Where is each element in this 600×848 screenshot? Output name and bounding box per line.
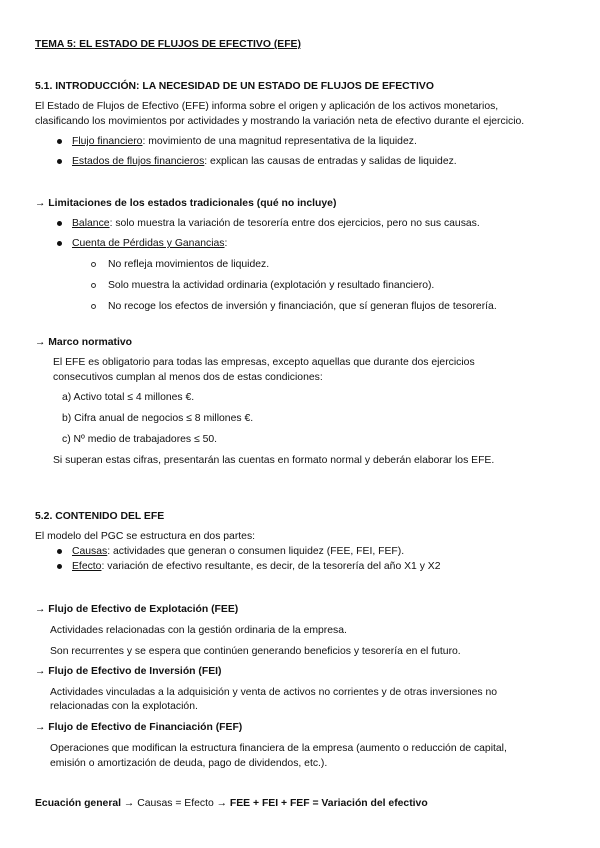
bullet-flujo-financiero [72,135,417,148]
bullet-causas [72,545,404,558]
circle-bullet-icon [91,262,96,267]
definition: : [224,238,228,249]
term: Causas [72,546,108,557]
bullet-icon [57,139,62,144]
marco-normativo-heading: → Marco normativo [35,337,132,348]
marco-conclusion: Si superan estas cifras, presentarán las cuentas en formato normal y deberán elaborar los EFE. [53,455,495,466]
limitaciones-heading: → Limitaciones de los estados tradicionales (qué no incluye) [35,198,337,209]
fef-heading: → Flujo de Efectivo de Financiación (FEF) [35,722,243,733]
definition: : actividades que generan o consumen liquidez (FEE, FEI, FEF). [107,546,405,557]
section-5-1-heading: 5.1. INTRODUCCIÓN: LA NECESIDAD DE UN ESTADO DE FLUJOS DE EFECTIVO [35,81,434,92]
fei-heading: → Flujo de Efectivo de Inversión (FEI) [35,666,222,677]
fef-line-1: Operaciones que modifican la estructura financiera de la empresa (aumento o reducción de capital, [50,743,507,754]
sub-bullet-2: Solo muestra la actividad ordinaria (explotación y resultado financiero). [108,280,435,291]
bullet-icon [57,564,62,569]
term: Estados de flujos financieros [72,156,205,167]
definition: : explican las causas de entradas y salidas de liquidez. [204,156,457,167]
sub-bullet-1: No refleja movimientos de liquidez. [108,259,270,270]
term: Balance [72,218,110,229]
condition-c: c) Nº medio de trabajadores ≤ 50. [62,434,218,445]
document-title: TEMA 5: EL ESTADO DE FLUJOS DE EFECTIVO (EFE) [35,39,301,50]
definition: : variación de efectivo resultante, es decir, de la tesorería del año X1 y X2 [101,561,441,572]
bullet-efecto [72,560,441,573]
bullet-icon [57,241,62,246]
bullet-cuenta-pyg [72,237,227,250]
definition: : solo muestra la variación de tesorería entre dos ejercicios, pero no sus causas. [109,218,480,229]
fei-line-1: Actividades vinculadas a la adquisición y venta de activos no corrientes y de otras inversiones no [50,687,498,698]
bullet-icon [57,549,62,554]
intro-paragraph-line-2: clasificando los movimientos por actividades y mostrando la variación neta de efectivo durante el ejercicio. [35,116,525,127]
fei-line-2: relacionadas con la explotación. [50,701,198,712]
condition-a: a) Activo total ≤ 4 millones €. [62,392,195,403]
general-equation [35,797,428,810]
contenido-intro: El modelo del PGC se estructura en dos partes: [35,531,256,542]
term: Flujo financiero [72,136,143,147]
equation-label: Ecuación general [35,798,122,809]
intro-paragraph-line-1: El Estado de Flujos de Efectivo (EFE) informa sobre el origen y aplicación de los activos monetarios, [35,101,499,112]
marco-paragraph-line-1: El EFE es obligatorio para todas las empresas, excepto aquellas que durante dos ejercicios [53,357,475,368]
term: Efecto [72,561,102,572]
equation-middle: → Causas = Efecto → [121,798,230,809]
bullet-estados-flujos [72,155,457,168]
definition: : movimiento de una magnitud representativa de la liquidez. [142,136,417,147]
fee-line-1: Actividades relacionadas con la gestión ordinaria de la empresa. [50,625,347,636]
bullet-balance [72,217,480,230]
bullet-icon [57,221,62,226]
circle-bullet-icon [91,283,96,288]
fee-line-2: Son recurrentes y se espera que continúen generando beneficios y tesorería en el futuro. [50,646,461,657]
section-5-2-heading: 5.2. CONTENIDO DEL EFE [35,511,165,522]
term: Cuenta de Pérdidas y Ganancias [72,238,225,249]
sub-bullet-3: No recoge los efectos de inversión y financiación, que sí generan flujos de tesorería. [108,301,497,312]
circle-bullet-icon [91,304,96,309]
bullet-icon [57,159,62,164]
equation-formula: FEE + FEI + FEF = Variación del efectivo [229,798,428,809]
fee-heading: → Flujo de Efectivo de Explotación (FEE) [35,604,239,615]
fef-line-2: emisión o amortización de deuda, pago de dividendos, etc.). [50,758,328,769]
condition-b: b) Cifra anual de negocios ≤ 8 millones €. [62,413,254,424]
marco-paragraph-line-2: consecutivos cumplan al menos dos de estas condiciones: [53,372,323,383]
